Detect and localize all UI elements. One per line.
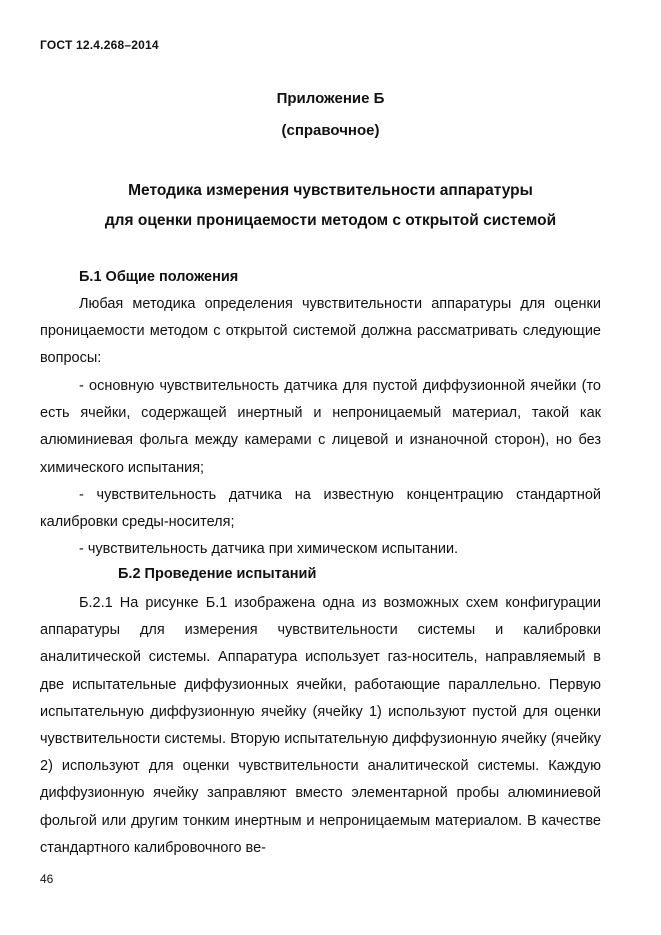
appendix-title: Приложение Б: [276, 90, 385, 107]
main-title-line1: Методика измерения чувствительности аппаратуры: [128, 182, 533, 199]
appendix-subtitle: (справочное): [281, 122, 380, 139]
section-b1-item2: - чувствительность датчика на известную концентрацию стандартной калибровки среды-носителя;: [40, 487, 601, 531]
main-title-line2: для оценки проницаемости методом с открытой системой: [104, 212, 557, 229]
page-number: 46: [40, 872, 54, 886]
document-code: ГОСТ 12.4.268–2014: [40, 38, 159, 52]
section-b1-item3: - чувствительность датчика при химическом испытании.: [79, 541, 459, 557]
section-b1-intro: Любая методика определения чувствительности аппаратуры для оценки проницаемости методом с открытой системой должна рассматривать следующие вопросы:: [40, 296, 601, 367]
section-b2-title: Б.2 Проведение испытаний: [118, 566, 317, 582]
section-b1-title: Б.1 Общие положения: [79, 269, 239, 285]
section-b2-para1: Б.2.1 На рисунке Б.1 изображена одна из возможных схем конфигурации аппаратуры для измерения чувствительности системы и калибровки аналитической системы. Аппаратура использует газ-носитель, направляемый в две испытательные диффузионных ячейки, работающие параллельно. Первую испытательную диффузионную ячейку (ячейку 1) используют пустой для оценки чувствительности системы. Вторую испытательную диффузионную ячейку (ячейку 2) используют для оценки чувствительности аналитической системы. Каждую диффузионную ячейку заправляют вместо элементарной пробы алюминиевой фольгой или другим тонким инертным и непроницаемым материалом. В качестве стандартного калибровочного ве-: [40, 595, 601, 856]
section-b1-item1: - основную чувствительность датчика для пустой диффузионной ячейки (то есть ячейки, содержащей инертный и непроницаемый материал, такой как алюминиевая фольга между камерами с лицевой и изнаночной сторон), но без химического испытания;: [40, 378, 601, 476]
